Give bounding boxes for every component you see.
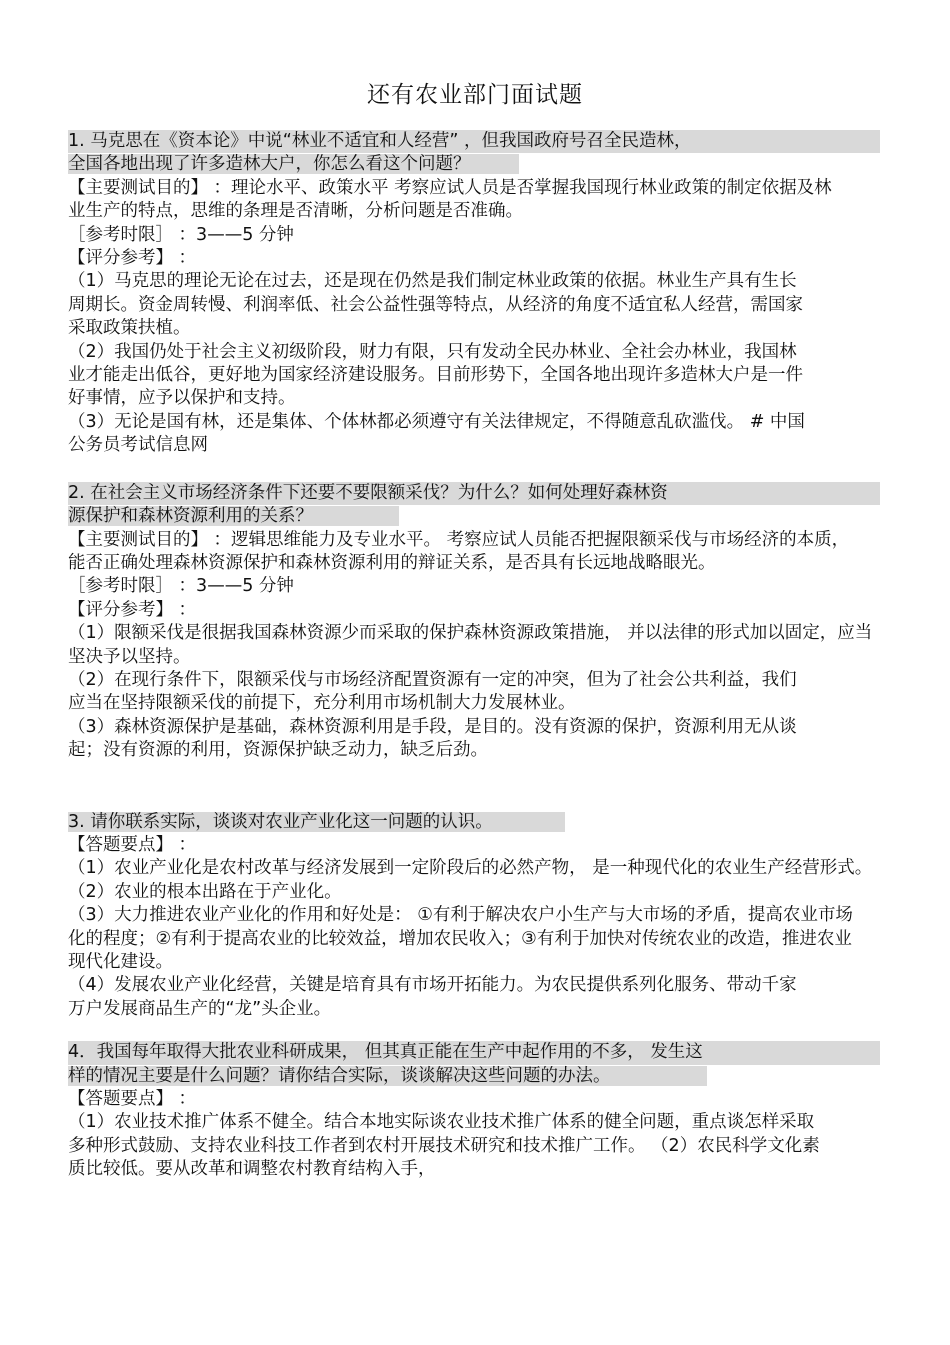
question-1-time-limit: ［参考时限］ ：3——5 分钟 — [68, 224, 294, 245]
question-2-point-1: （1）限额采伐是很据我国森林资源少而采取的保护森林资源政策措施， 并以法律的形式加以固定，应当坚决予以坚持。 — [68, 623, 873, 667]
question-2-purpose: 【主要测试目的】 ：逻辑思维能力及专业水平。 考察应试人员能否把握限额采伐与市场经济的本质，能否正确处理森林资源保护和森林资源利用的辩证关系，是否具有长远地战略眼光。 — [68, 529, 850, 573]
page-title: 还有农业部门面试题 — [367, 82, 583, 108]
question-4-point-1: （1）农业技术推广体系不健全。结合本地实际谈农业技术推广体系的健全问题，重点谈怎样采取多种形式鼓励、支持农业科技工作者到农村开展技术研究和技术推广工作。 （2）农民科学文化素质比较低。要从改革和调整农村教育结构入手， — [68, 1112, 820, 1180]
question-2-time-limit: ［参考时限］ ：3——5 分钟 — [68, 576, 294, 597]
question-2-point-3: （3）森林资源保护是基础，森林资源利用是手段，是目的。没有资源的保护，资源利用无从谈起；没有资源的利用，资源保护缺乏动力，缺乏后劲。 — [68, 716, 797, 761]
question-2-line-2: 源保护和森林资源利用的关系？ — [68, 506, 399, 526]
question-2 — [68, 482, 888, 763]
question-1 — [68, 130, 888, 458]
question-3-point-4: （4）发展农业产业化经营，关键是培育具有市场开拓能力。为农民提供系列化服务、带动千家万户发展商品生产的“龙”头企业。 — [68, 975, 797, 1019]
question-1-reference-label: 【评分参考】 ： — [68, 248, 197, 269]
question-4-line-2: 样的情况主要是什么问题？请你结合实际，谈谈解决这些问题的办法。 — [68, 1066, 707, 1086]
question-1-point-1: （1）马克思的理论无论在过去，还是现在仍然是我们制定林业政策的依据。林业生产具有生长周期长。资金周转慢、利润率低、社会公益性强等特点，从经济的角度不适宜私人经营，需国家采取政策扶植。 — [68, 271, 803, 339]
question-1-point-2: （2）我国仍处于社会主义初级阶段，财力有限，只有发动全民办林业、全社会办林业，我国林业才能走出低谷，更好地为国家经济建设服务。目前形势下，全国各地出现许多造林大户是一件好事情，应予以保护和支持。 — [68, 341, 803, 409]
question-3 — [68, 811, 888, 1022]
question-4 — [68, 1041, 888, 1181]
question-4-line-1: 4．我国每年取得大批农业科研成果， 但其真正能在生产中起作用的不多， 发生这 — [68, 1041, 880, 1064]
question-1-point-3: （3）无论是国有林，还是集体、个体林都必须遵守有关法律规定，不得随意乱砍滥伐。 # 中国公务员考试信息网 — [68, 411, 805, 456]
question-2-reference-label: 【评分参考】 ： — [68, 599, 197, 620]
question-2-point-2: （2）在现行条件下，限额采伐与市场经济配置资源有一定的冲突，但为了社会公共利益，我们应当在坚持限额采伐的前提下，充分利用市场机制大力发展林业。 — [68, 669, 797, 714]
question-1-purpose: 【主要测试目的】 ：理论水平、政策水平 考察应试人员是否掌握我国现行林业政策的制定依据及林业生产的特点，思维的条理是否清晰，分析问题是否准确。 — [68, 177, 832, 222]
question-1-line-1: 1. 马克思在《资本论》中说“林业不适宜和人经营” ，但我国政府号召全民造林， — [68, 130, 880, 153]
question-1-line-2: 全国各地出现了许多造林大户，你怎么看这个问题？ — [68, 154, 519, 174]
question-4-key-label: 【答题要点】 ： — [68, 1089, 197, 1110]
question-3-point-2: （2）农业的根本出路在于产业化。 — [68, 881, 342, 902]
question-2-line-1: 2. 在社会主义市场经济条件下还要不要限额采伐？为什么？如何处理好森林资 — [68, 482, 880, 505]
question-3-point-3: （3）大力推进农业产业化的作用和好处是： ①有利于解决农户小生产与大市场的矛盾，提高农业市场化的程度；②有利于提高农业的比较效益，增加农民收入；③有利于加快对传统农业的改造，推进农业现代化建设。 — [68, 905, 853, 972]
question-3-point-1: （1）农业产业化是农村改革与经济发展到一定阶段后的必然产物， 是一种现代化的农业生产经营形式。 — [68, 858, 873, 879]
question-3-key-label: 【答题要点】 ： — [68, 834, 197, 855]
question-3-line-1: 3. 请你联系实际，谈谈对农业产业化这一问题的认识。 — [68, 812, 565, 832]
document-body — [68, 130, 888, 1182]
